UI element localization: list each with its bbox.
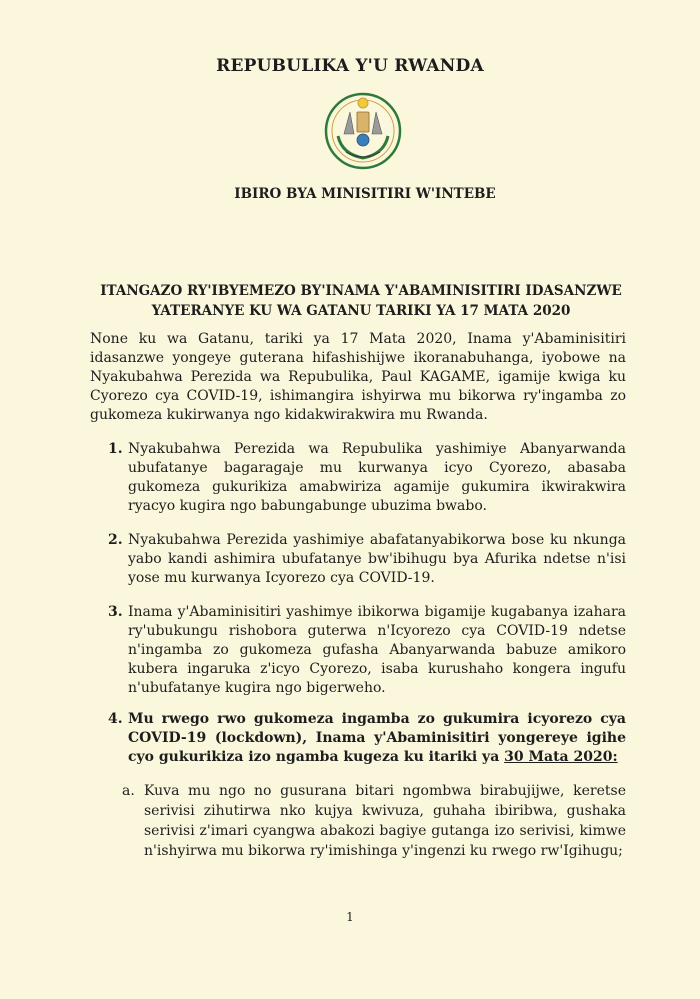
title-line-2: YATERANYE KU WA GATANU TARIKI YA 17 MATA 2020 bbox=[151, 303, 571, 319]
sub-item-text: Kuva mu ngo no gusurana bitari ngombwa birabujijwe, keretse serivisi zihutirwa nko kujya kwivuza, guhaha ibiribwa, gushaka serivisi z'imari cyangwa abakozi bagiye gutanga izo serivisi, kimwe n'ishyirwa mu bikorwa ry'imishinga y'ingenzi ku rwego rw'Igihugu; bbox=[144, 783, 626, 859]
item-number: 2. bbox=[108, 532, 123, 548]
item-text: Nyakubahwa Perezida yashimiye abafatanyabikorwa bose ku nkunga yabo kandi ashimira ubufatanye bw'ibihugu bya Afurika ndetse n'isi yose mu kurwanya Icyorezo cya COVID-19. bbox=[128, 532, 626, 586]
title-line-1: ITANGAZO RY'IBYEMEZO BY'INAMA Y'ABAMINISITIRI IDASANZWE bbox=[100, 283, 622, 299]
list-item-2 bbox=[108, 531, 626, 588]
item-number: 3. bbox=[108, 604, 123, 620]
item-text: Nyakubahwa Perezida wa Repubulika yashimiye Abanyarwanda ubufatanye bagaragaje mu kurwanya icyo Cyorezo, abasaba gukomeza gukurikiza amabwiriza agamije gukumira ikwirakwira ryacyo kugira ngo babungabunge ubuzima bwabo. bbox=[128, 441, 626, 514]
office-heading: IBIRO BYA MINISITIRI W'INTEBE bbox=[234, 186, 496, 202]
page-number: 1 bbox=[346, 910, 354, 924]
item-number: 4. bbox=[108, 711, 123, 727]
sub-item-letter: a. bbox=[122, 783, 135, 799]
item-number: 1. bbox=[108, 441, 123, 457]
sub-item-a bbox=[122, 781, 626, 861]
item-text: Mu rwego rwo gukomeza ingamba zo gukumira icyorezo cya COVID-19 (lockdown), Inama y'Abaminisitiri yongereye igihe cyo gukurikiza izo ngamba kugeza ku itariki ya 30 Mata 2020: bbox=[128, 711, 626, 765]
republic-heading: REPUBULIKA Y'U RWANDA bbox=[216, 56, 484, 76]
lockdown-end-date: 30 Mata 2020: bbox=[504, 749, 618, 765]
rwanda-seal-icon bbox=[324, 90, 402, 172]
item-text: Inama y'Abaminisitiri yashimye ibikorwa bigamije kugabanya izahara ry'ubukungu rishobora guterwa n'Icyorezo cya COVID-19 ndetse n'ingamba zo gukomeza gufasha Abanyarwanda babuze amikoro kubera ingaruka z'icyo Cyorezo, isaba kurushaho kongera ingufu n'ubufatanye kugira ngo bigerweho. bbox=[128, 604, 626, 696]
list-item-1 bbox=[108, 440, 626, 516]
list-item-4 bbox=[108, 710, 626, 767]
announcement-title bbox=[96, 281, 626, 321]
list-item-3 bbox=[108, 603, 626, 698]
intro-paragraph: None ku wa Gatanu, tariki ya 17 Mata 2020, Inama y'Abaminisitiri idasanzwe yongeye guterana hifashishijwe ikoranabuhanga, iyobowe na Nyakubahwa Perezida wa Repubulika, Paul KAGAME, igamije kwiga ku Cyorezo cya COVID-19, ishimangira ishyirwa mu bikorwa ry'ingamba zo gukomeza kukirwanya ngo kidakwirakwira mu Rwanda. bbox=[90, 331, 626, 423]
